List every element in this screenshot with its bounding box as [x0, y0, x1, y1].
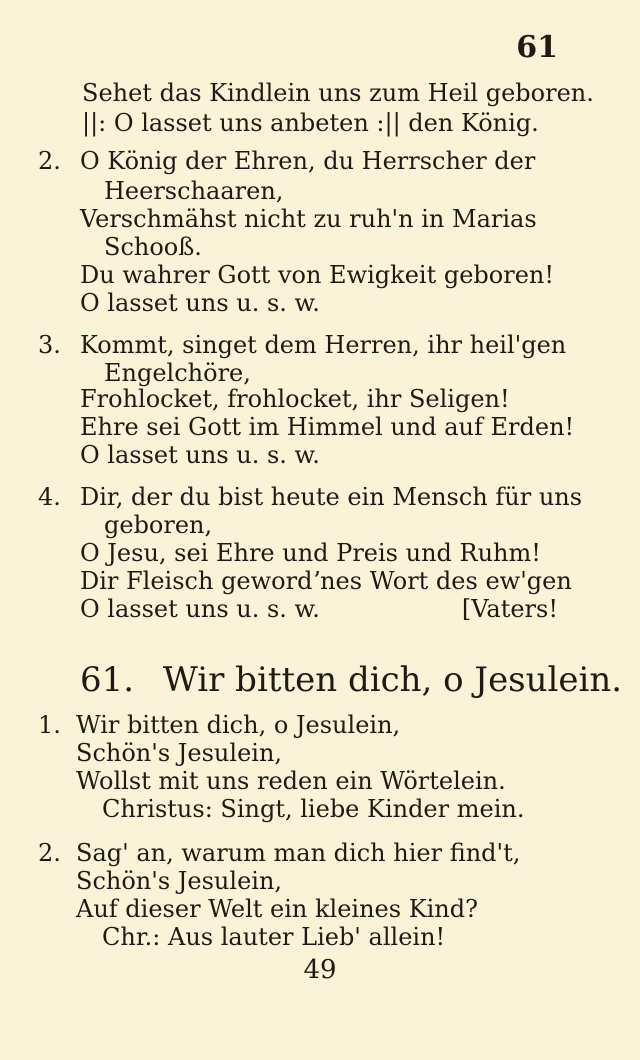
- text-line: O lasset uns u. s. w.: [80, 595, 320, 623]
- text-line: Dir, der du bist heute ein Mensch für uns: [80, 483, 583, 511]
- hymn-title-text: Wir bitten dich, o Jesulein.: [162, 660, 623, 700]
- text-line: Verschmähst nicht zu ruh'n in Marias: [80, 205, 537, 233]
- text-line: Schooß.: [104, 233, 202, 261]
- text-line: O lasset uns u. s. w.: [80, 441, 320, 469]
- text-line: Wollst mit uns reden ein Wörtelein.: [76, 767, 506, 795]
- hymn-number: 61.: [80, 660, 135, 700]
- text-line: Sehet das Kindlein uns zum Heil geboren.: [82, 79, 594, 107]
- text-line: Christus: Singt, liebe Kinder mein.: [102, 795, 525, 823]
- text-line: O König der Ehren, du Herrscher der: [80, 147, 536, 175]
- verse-number: 2.: [38, 839, 61, 867]
- text-line: Heerschaaren,: [104, 177, 284, 205]
- page-number-bottom: 49: [303, 955, 337, 985]
- text-line: Ehre sei Gott im Himmel und auf Erden!: [80, 413, 575, 441]
- text-line: Kommt, singet dem Herren, ihr heil'gen: [80, 331, 567, 359]
- text-line: Chr.: Aus lauter Lieb' allein!: [102, 923, 446, 951]
- text-line: Schön's Jesulein,: [76, 739, 283, 767]
- text-line: Auf dieser Welt ein kleines Kind?: [76, 895, 478, 923]
- hymn-title: [80, 660, 622, 700]
- text-line: Schön's Jesulein,: [76, 867, 283, 895]
- text-line: Wir bitten dich, o Jesulein,: [76, 711, 401, 739]
- text-line: Sag' an, warum man dich hier find't,: [76, 839, 521, 867]
- verse-number: 4.: [38, 483, 61, 511]
- text-line: O lasset uns u. s. w.: [80, 289, 320, 317]
- bracket-continuation: [Vaters!: [461, 595, 558, 623]
- page-number-top: 61: [516, 30, 558, 65]
- text-line: Du wahrer Gott von Ewigkeit geboren!: [80, 261, 554, 289]
- text-line: geboren,: [104, 511, 213, 539]
- verse-number: 3.: [38, 331, 61, 359]
- text-line: Frohlocket, frohlocket, ihr Seligen!: [80, 385, 510, 413]
- text-line: O Jesu, sei Ehre und Preis und Ruhm!: [80, 539, 541, 567]
- text-line: ||: O lasset uns anbeten :|| den König.: [82, 109, 539, 137]
- text-line: Engelchöre,: [104, 359, 251, 387]
- text-line: Dir Fleisch gewordʼnes Wort des ew'gen: [80, 567, 572, 595]
- verse-number: 1.: [38, 711, 61, 739]
- verse-number: 2.: [38, 147, 61, 175]
